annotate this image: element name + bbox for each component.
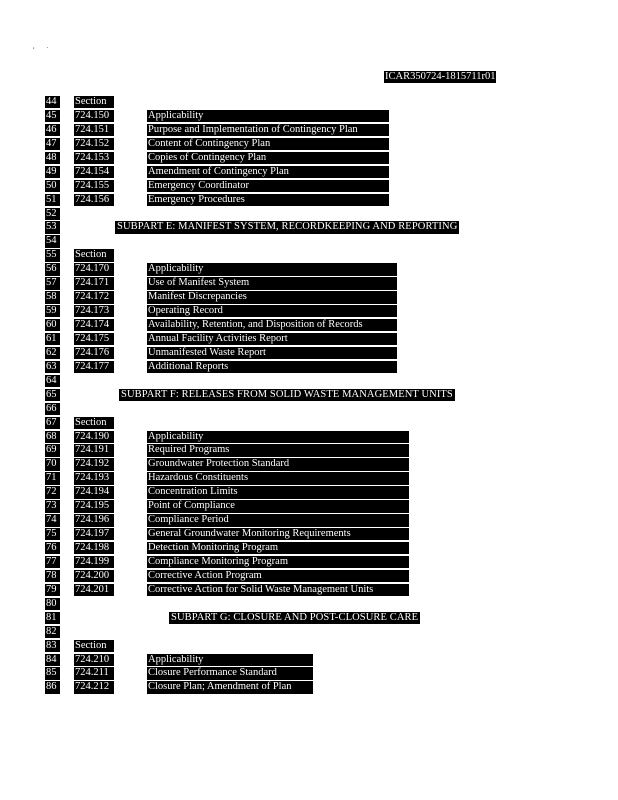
line-number: 47 — [45, 138, 60, 150]
line-number: 81 — [45, 612, 60, 624]
line-number: 76 — [45, 542, 60, 554]
line-number: 62 — [45, 347, 60, 359]
line-number: 71 — [45, 472, 60, 484]
section-number: 724.210 — [74, 654, 114, 666]
line-number: 68 — [45, 431, 60, 443]
subpart-heading: SUBPART F: RELEASES FROM SOLID WASTE MANAGEMENT UNITS — [121, 388, 453, 400]
line-number: 67 — [45, 417, 60, 429]
section-title: Use of Manifest System — [147, 277, 397, 289]
line-number: 72 — [45, 486, 60, 498]
line-number: 57 — [45, 277, 60, 289]
line-number: 73 — [45, 500, 60, 512]
line-number: 48 — [45, 152, 60, 164]
section-title: Compliance Period — [147, 514, 409, 526]
section-title: Copies of Contingency Plan — [147, 152, 389, 164]
section-number: 724.211 — [74, 667, 114, 679]
line-number: 64 — [45, 375, 60, 387]
line-number: 66 — [45, 403, 60, 415]
section-number: 724.154 — [74, 166, 114, 178]
section-number: 724.150 — [74, 110, 114, 122]
section-title: Additional Reports — [147, 361, 397, 373]
line-number: 69 — [45, 444, 60, 456]
section-title: Emergency Coordinator — [147, 180, 389, 192]
section-title: Purpose and Implementation of Contingency Plan — [147, 124, 389, 136]
line-number: 55 — [45, 249, 60, 261]
section-number: 724.175 — [74, 333, 114, 345]
line-number: 58 — [45, 291, 60, 303]
line-number: 82 — [45, 626, 60, 638]
line-number: 52 — [45, 208, 60, 220]
section-number: 724.201 — [74, 584, 114, 596]
section-title: Closure Performance Standard — [147, 667, 313, 679]
subpart-heading: SUBPART G: CLOSURE AND POST-CLOSURE CARE — [171, 611, 419, 623]
section-number: 724.156 — [74, 194, 114, 206]
section-title: Applicability — [147, 431, 409, 443]
line-number: 46 — [45, 124, 60, 136]
section-title: Hazardous Constituents — [147, 472, 409, 484]
section-number: 724.212 — [74, 681, 114, 693]
line-number: 74 — [45, 514, 60, 526]
subpart-heading: SUBPART E: MANIFEST SYSTEM, RECORDKEEPING AND REPORTING — [117, 221, 458, 233]
line-number: 78 — [45, 570, 60, 582]
section-title: Groundwater Protection Standard — [147, 458, 409, 470]
section-number: 724.171 — [74, 277, 114, 289]
line-number: 44 — [45, 96, 60, 108]
line-number: 59 — [45, 305, 60, 317]
section-title: Annual Facility Activities Report — [147, 333, 397, 345]
line-number: 79 — [45, 584, 60, 596]
section-number: 724.170 — [74, 263, 114, 275]
section-title: Operating Record — [147, 305, 397, 317]
section-title: Corrective Action Program — [147, 570, 409, 582]
section-title: Corrective Action for Solid Waste Management Units — [147, 584, 409, 596]
line-number: 53 — [45, 221, 60, 233]
section-number: 724.200 — [74, 570, 114, 582]
scan-specks: , . — [33, 44, 48, 50]
section-number: 724.176 — [74, 347, 114, 359]
line-number: 51 — [45, 194, 60, 206]
section-number: 724.198 — [74, 542, 114, 554]
line-number: 70 — [45, 458, 60, 470]
line-number: 80 — [45, 598, 60, 610]
section-title: Compliance Monitoring Program — [147, 556, 409, 568]
section-number: 724.191 — [74, 444, 114, 456]
section-title: Emergency Procedures — [147, 194, 389, 206]
line-number: 60 — [45, 319, 60, 331]
line-number: 85 — [45, 667, 60, 679]
section-title: Applicability — [147, 263, 397, 275]
line-number: 84 — [45, 654, 60, 666]
section-number: 724.192 — [74, 458, 114, 470]
section-number: 724.153 — [74, 152, 114, 164]
section-title: Point of Compliance — [147, 500, 409, 512]
section-number: 724.193 — [74, 472, 114, 484]
section-number: 724.152 — [74, 138, 114, 150]
line-number: 77 — [45, 556, 60, 568]
section-number: 724.195 — [74, 500, 114, 512]
line-number: 63 — [45, 361, 60, 373]
line-number: 83 — [45, 640, 60, 652]
document-id: ICAR350724-1815711r01 — [385, 71, 496, 82]
section-number: Section — [74, 640, 114, 652]
line-number: 49 — [45, 166, 60, 178]
line-number: 56 — [45, 263, 60, 275]
section-number: 724.174 — [74, 319, 114, 331]
section-number: 724.196 — [74, 514, 114, 526]
section-title: Manifest Discrepancies — [147, 291, 397, 303]
section-number: Section — [74, 417, 114, 429]
section-number: 724.199 — [74, 556, 114, 568]
line-number: 50 — [45, 180, 60, 192]
section-title: Detection Monitoring Program — [147, 542, 409, 554]
section-title: Content of Contingency Plan — [147, 138, 389, 150]
section-number: 724.173 — [74, 305, 114, 317]
section-title: Required Programs — [147, 444, 409, 456]
section-number: 724.190 — [74, 431, 114, 443]
section-number: 724.151 — [74, 124, 114, 136]
line-number: 45 — [45, 110, 60, 122]
section-title: Concentration Limits — [147, 486, 409, 498]
section-number: 724.177 — [74, 361, 114, 373]
line-number: 65 — [45, 389, 60, 401]
section-title: Applicability — [147, 110, 389, 122]
section-number: 724.197 — [74, 528, 114, 540]
section-title: Unmanifested Waste Report — [147, 347, 397, 359]
line-number: 75 — [45, 528, 60, 540]
section-title: General Groundwater Monitoring Requirements — [147, 528, 409, 540]
section-title: Closure Plan; Amendment of Plan — [147, 681, 313, 693]
section-number: 724.172 — [74, 291, 114, 303]
section-title: Amendment of Contingency Plan — [147, 166, 389, 178]
section-number: Section — [74, 96, 114, 108]
line-number: 61 — [45, 333, 60, 345]
section-title: Availability, Retention, and Disposition of Records — [147, 319, 397, 331]
section-number: 724.194 — [74, 486, 114, 498]
section-title: Applicability — [147, 654, 313, 666]
section-number: Section — [74, 249, 114, 261]
line-number: 86 — [45, 681, 60, 693]
line-number: 54 — [45, 235, 60, 247]
section-number: 724.155 — [74, 180, 114, 192]
